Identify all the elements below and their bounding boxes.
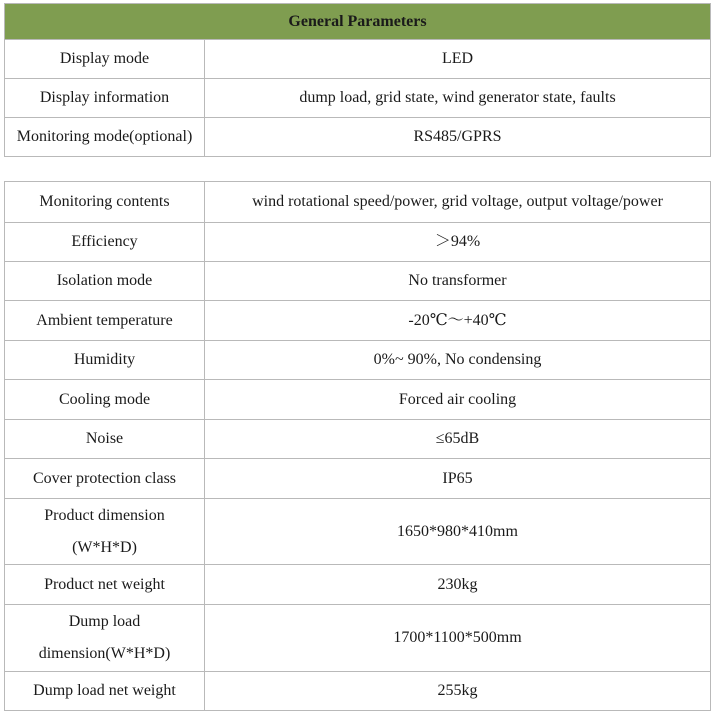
table-row <box>5 301 711 341</box>
param-value: ＞94% <box>205 223 711 262</box>
param-label-line: Dump load <box>68 613 141 630</box>
table-row <box>5 341 711 380</box>
table-row <box>5 459 711 499</box>
param-label <box>5 499 205 565</box>
table-row <box>5 182 711 223</box>
table-row <box>5 79 711 118</box>
param-label: Isolation mode <box>5 262 205 301</box>
table-header-row <box>5 4 711 40</box>
param-value: ≤65dB <box>205 420 711 459</box>
table-row <box>5 565 711 605</box>
table-row <box>5 262 711 301</box>
param-value: LED <box>205 40 711 79</box>
param-value: 1700*1100*500mm <box>205 605 711 672</box>
specifications-table <box>4 181 711 711</box>
table-row <box>5 223 711 262</box>
table-title: General Parameters <box>5 4 711 40</box>
param-label: Efficiency <box>5 223 205 262</box>
table-row <box>5 499 711 565</box>
table-row <box>5 420 711 459</box>
param-value: 255kg <box>205 672 711 711</box>
param-value: dump load, grid state, wind generator state, faults <box>205 79 711 118</box>
param-label: Monitoring mode(optional) <box>5 118 205 157</box>
param-label-line: (W*H*D) <box>72 538 137 556</box>
param-label: Display mode <box>5 40 205 79</box>
param-label: Humidity <box>5 341 205 380</box>
table-row <box>5 40 711 79</box>
param-value: 0%~ 90%, No condensing <box>205 341 711 380</box>
table-row <box>5 605 711 672</box>
param-label <box>5 605 205 672</box>
param-value: RS485/GPRS <box>205 118 711 157</box>
param-label: Ambient temperature <box>5 301 205 341</box>
table-row <box>5 118 711 157</box>
param-value: IP65 <box>205 459 711 499</box>
param-label-line: Product dimension <box>44 506 165 524</box>
param-label: Cover protection class <box>5 459 205 499</box>
param-value: 230kg <box>205 565 711 605</box>
param-label: Dump load net weight <box>5 672 205 711</box>
general-parameters-table <box>4 3 711 157</box>
param-label: Display information <box>5 79 205 118</box>
param-value: 1650*980*410mm <box>205 499 711 565</box>
param-label: Cooling mode <box>5 380 205 420</box>
param-value: wind rotational speed/power, grid voltage, output voltage/power <box>205 182 711 223</box>
param-label: Product net weight <box>5 565 205 605</box>
table-row <box>5 380 711 420</box>
param-label: Monitoring contents <box>5 182 205 223</box>
param-value: -20℃～+40℃ <box>205 301 711 341</box>
param-value: No transformer <box>205 262 711 301</box>
param-value: Forced air cooling <box>205 380 711 420</box>
param-label-line: dimension(W*H*D) <box>38 645 171 662</box>
param-label: Noise <box>5 420 205 459</box>
table-row <box>5 672 711 711</box>
